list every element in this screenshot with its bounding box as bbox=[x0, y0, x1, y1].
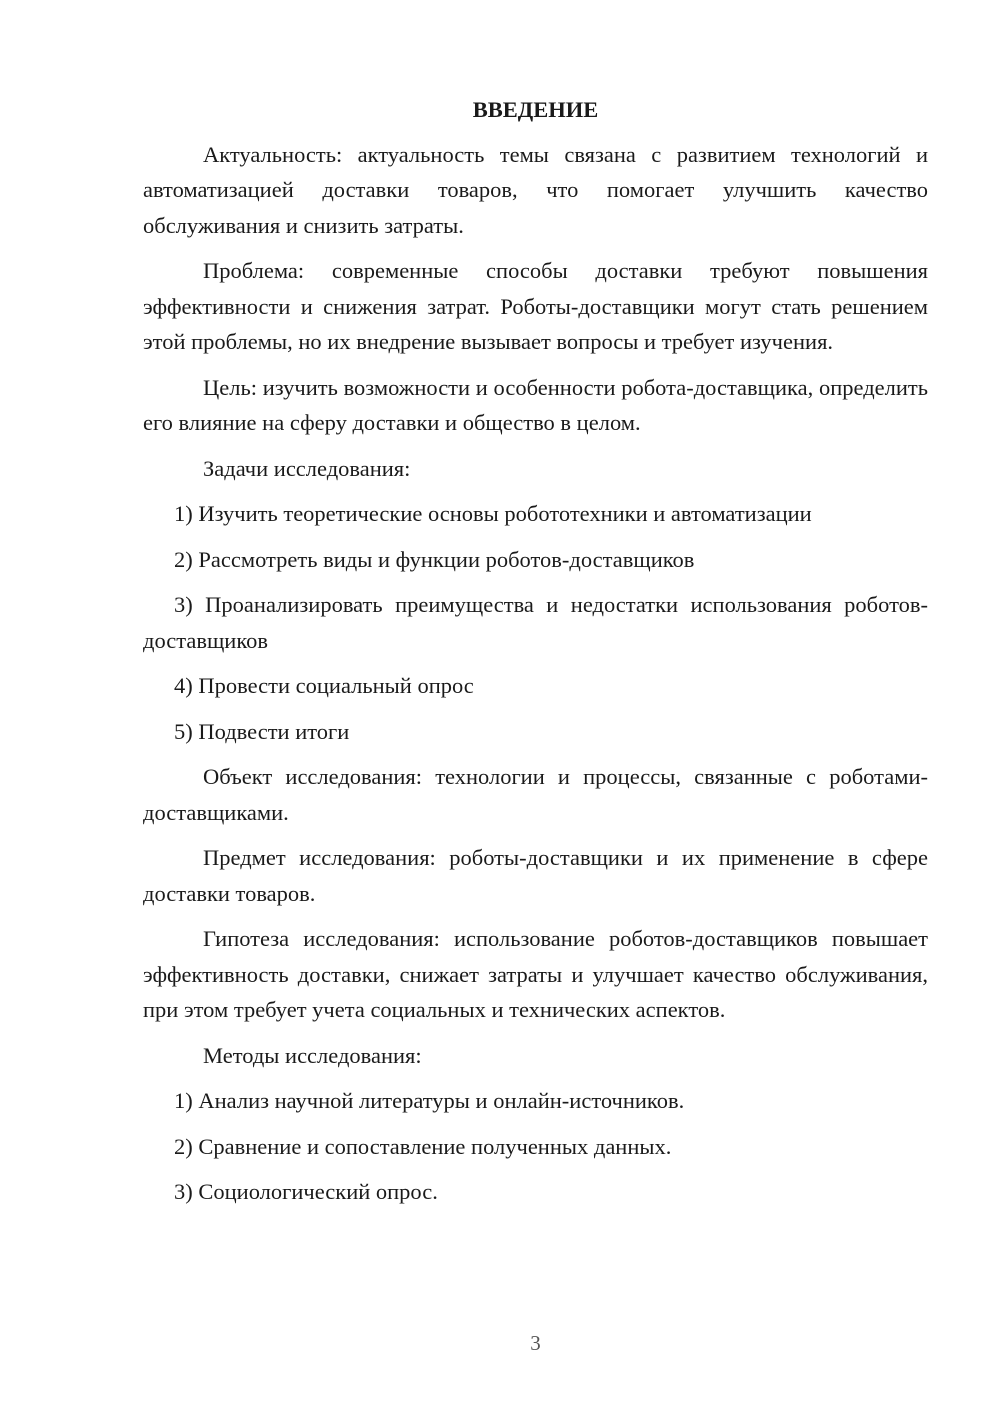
task-item: 1) Изучить теоретические основы робототехники и автоматизации bbox=[174, 501, 812, 526]
goal-paragraph: Цель: изучить возможности и особенности робота-доставщика, определить его влияние на сферу доставки и общество в целом. bbox=[143, 374, 928, 435]
method-item: 3) Социологический опрос. bbox=[174, 1179, 438, 1204]
page-content bbox=[143, 92, 928, 1220]
relevance-paragraph: Актуальность: актуальность темы связана с развитием технологий и автоматизацией доставки товаров, что помогает улучшить качество обслуживания и снизить затраты. bbox=[143, 141, 928, 238]
methods-title: Методы исследования: bbox=[203, 1042, 422, 1068]
task-item: 2) Рассмотреть виды и функции роботов-доставщиков bbox=[174, 546, 695, 572]
method-item: 2) Сравнение и сопоставление полученных данных. bbox=[174, 1133, 672, 1159]
page-number: 3 bbox=[530, 1331, 541, 1355]
hypothesis-paragraph: Гипотеза исследования: использование роботов-доставщиков повышает эффективность доставки, снижает затраты и улучшает качество обслуживания, при этом требует учета социальных и технических аспектов. bbox=[143, 926, 928, 1022]
task-item: 5) Подвести итоги bbox=[174, 718, 350, 744]
method-item: 1) Анализ научной литературы и онлайн-источников. bbox=[174, 1088, 685, 1113]
problem-paragraph: Проблема: современные способы доставки требуют повышения эффективности и снижения затрат. Роботы-доставщики могут стать решением этой проблемы, но их внедрение вызывает вопросы и требует изучения. bbox=[143, 258, 928, 354]
object-paragraph: Объект исследования: технологии и процессы, связанные с роботами-доставщиками. bbox=[143, 764, 928, 825]
task-item: 4) Провести социальный опрос bbox=[174, 673, 474, 698]
tasks-title: Задачи исследования: bbox=[203, 455, 411, 481]
section-heading: ВВЕДЕНИЕ bbox=[472, 97, 599, 122]
subject-paragraph: Предмет исследования: роботы-доставщики и их применение в сфере доставки товаров. bbox=[143, 845, 928, 906]
task-item: 3) Проанализировать преимущества и недостатки использования роботов-доставщиков bbox=[143, 592, 928, 653]
